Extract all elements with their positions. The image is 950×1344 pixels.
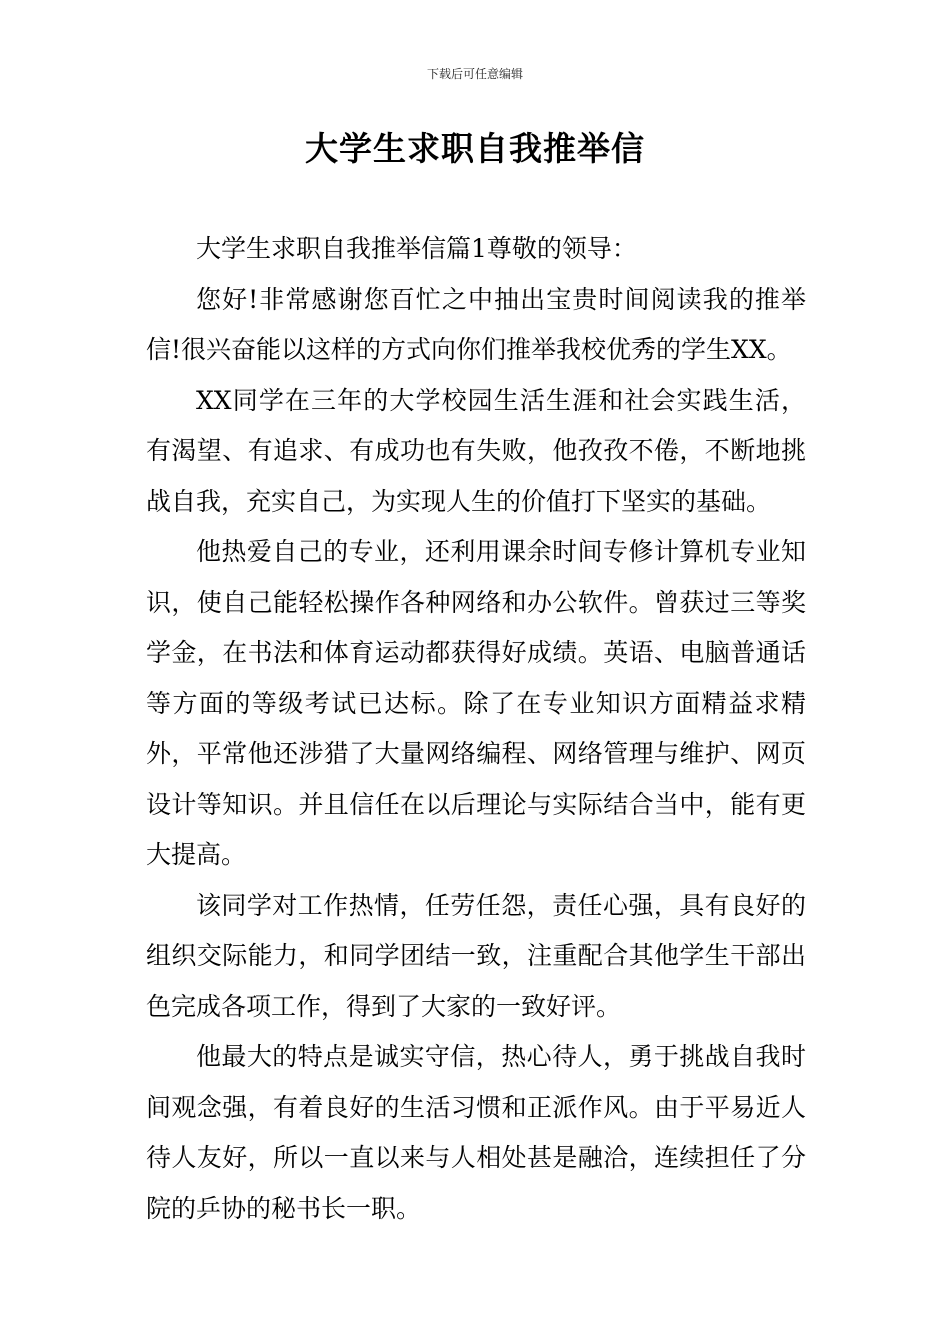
- document-body: [146, 224, 806, 1234]
- paragraph-campus-life: XX同学在三年的大学校园生活生涯和社会实践生活，有渴望、有追求、有成功也有失败，他孜孜不倦，不断地挑战自我，充实自己，为实现人生的价值打下坚实的基础。: [146, 385, 806, 516]
- paragraph-work-attitude: 该同学对工作热情，任劳任怨，责任心强，具有良好的组织交际能力，和同学团结一致，注重配合其他学生干部出色完成各项工作，得到了大家的一致好评。: [146, 890, 806, 1021]
- header-note: 下载后可任意编辑: [426, 67, 523, 81]
- paragraph-skills: 他热爱自己的专业，还利用课余时间专修计算机专业知识，使自己能轻松操作各种网络和办公软件。曾获过三等奖学金，在书法和体育运动都获得好成绩。英语、电脑普通话等方面的等级考试已达标。除了在专业知识方面精益求精外，平常他还涉猎了大量网络编程、网络管理与维护、网页设计等知识。并且信任在以后理论与实际结合当中，能有更大提高。: [146, 537, 806, 869]
- paragraph-greeting: 您好!非常感谢您百忙之中抽出宝贵时间阅读我的推举信!很兴奋能以这样的方式向你们推举我校优秀的学生XX。: [146, 284, 806, 364]
- paragraph-character: 他最大的特点是诚实守信，热心待人，勇于挑战自我时间观念强，有着良好的生活习惯和正派作风。由于平易近人待人友好，所以一直以来与人相处甚是融洽，连续担任了分院的乒协的秘书长一职。: [146, 1042, 806, 1223]
- paragraph-salutation: 大学生求职自我推举信篇1尊敬的领导：: [196, 234, 637, 263]
- document-title: 大学生求职自我推举信: [305, 129, 645, 168]
